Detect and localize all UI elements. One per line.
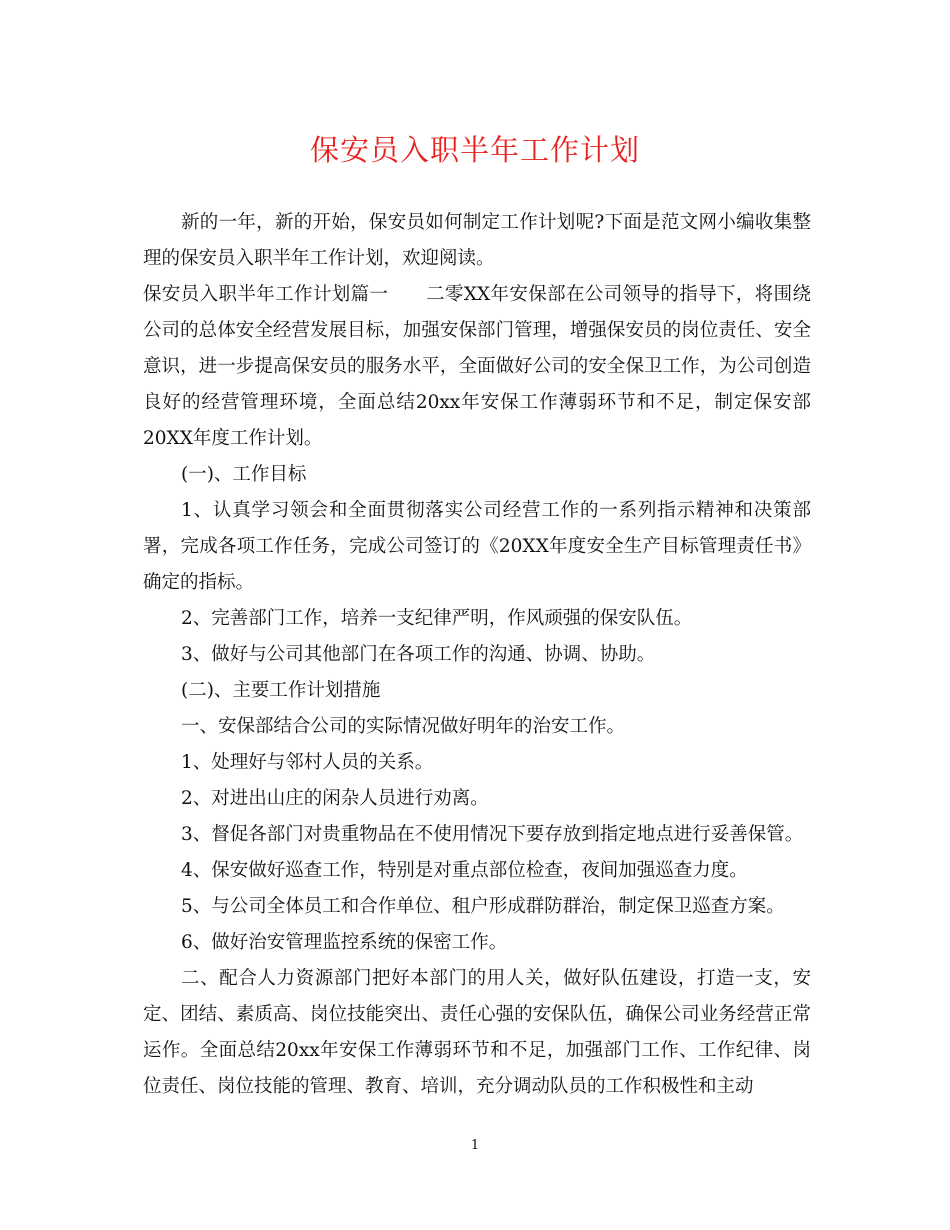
measure-item-5: 5、与公司全体员工和合作单位、租户形成群防群治，制定保卫巡查方案。 — [181, 896, 785, 917]
measure-heading-1: 一、安保部结合公司的实际情况做好明年的治安工作。 — [181, 716, 626, 737]
heading-work-goals: (一)、工作目标 — [181, 464, 307, 485]
measure-item-1: 1、处理好与邻村人员的关系。 — [181, 752, 434, 773]
page-number: 1 — [470, 1138, 480, 1153]
measure-item-4: 4、保安做好巡查工作，特别是对重点部位检查，夜间加强巡查力度。 — [181, 860, 748, 881]
measure-item-6: 6、做好治安管理监控系统的保密工作。 — [181, 932, 508, 953]
heading-main-measures: (二)、主要工作计划措施 — [181, 680, 381, 701]
measure-item-2: 2、对进出山庄的闲杂人员进行劝离。 — [181, 788, 489, 809]
document-body — [143, 205, 811, 1105]
goal-item-1: 1、认真学习领会和全面贯彻落实公司经营工作的一系列指示精神和决策部署，完成各项工作任务，完成公司签订的《20XX年度安全生产目标管理责任书》确定的指标。 — [143, 500, 811, 593]
goal-item-3: 3、做好与公司其他部门在各项工作的沟通、协调、协助。 — [181, 644, 656, 665]
measure-heading-2: 二、配合人力资源部门把好本部门的用人关，做好队伍建设，打造一支，安定、团结、素质高、岗位技能突出、责任心强的安保队伍，确保公司业务经营正常运作。全面总结20xx年安保工作薄弱环节和不足，加强部门工作、工作纪律、岗位责任、岗位技能的管理、教育、培训，充分调动队员的工作积极性和主动 — [143, 968, 811, 1097]
document-title: 保安员入职半年工作计划 — [309, 133, 640, 167]
intro-paragraph: 新的一年，新的开始，保安员如何制定工作计划呢?下面是范文网小编收集整理的保安员入职半年工作计划，欢迎阅读。 — [143, 212, 811, 269]
section-intro-paragraph: 保安员入职半年工作计划篇一 二零XX年安保部在公司领导的指导下，将围绕公司的总体安全经营发展目标，加强安保部门管理，增强保安员的岗位责任、安全意识，进一步提高保安员的服务水平，全面做好公司的安全保卫工作，为公司创造良好的经营管理环境，全面总结20xx年安保工作薄弱环节和不足，制定保安部20XX年度工作计划。 — [143, 284, 811, 449]
measure-item-3: 3、督促各部门对贵重物品在不使用情况下要存放到指定地点进行妥善保管。 — [181, 824, 804, 845]
goal-item-2: 2、完善部门工作，培养一支纪律严明，作风顽强的保安队伍。 — [181, 608, 693, 629]
